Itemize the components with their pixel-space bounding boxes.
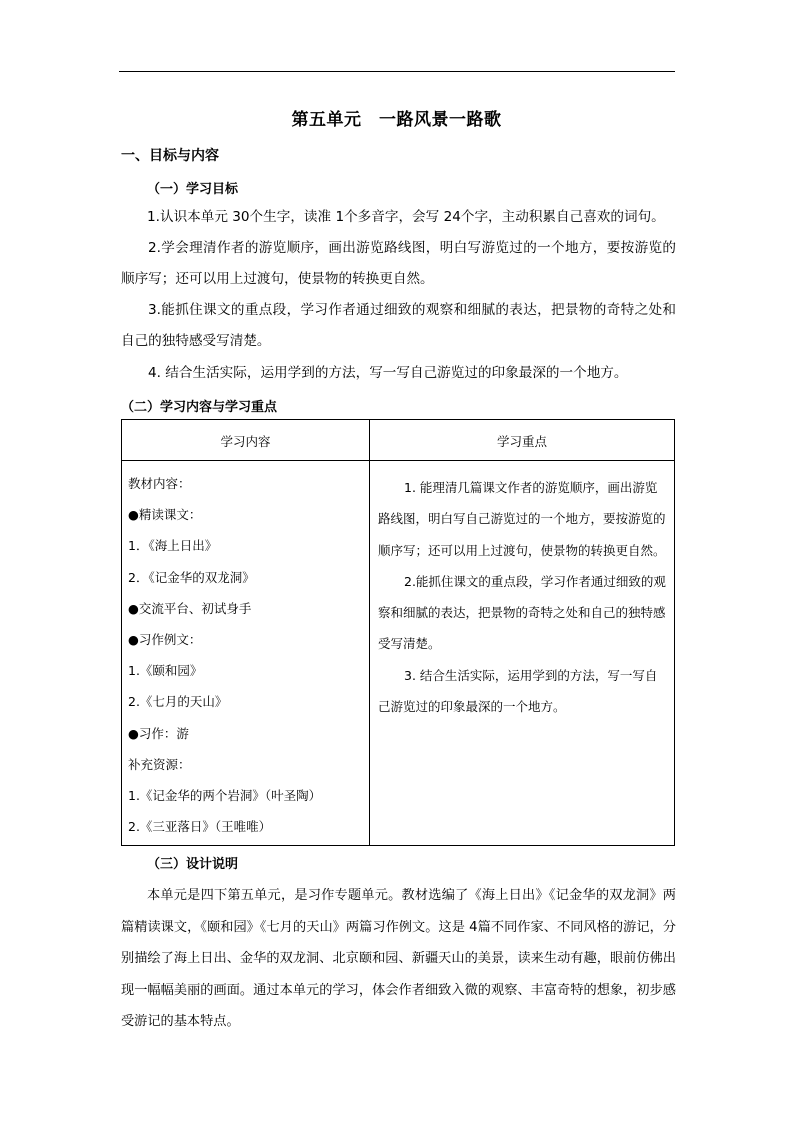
list-item: 1.《颐和园》 <box>128 663 203 679</box>
list-item: 2.《七月的天山》 <box>128 694 228 710</box>
design-notes-paragraph: 本单元是四下第五单元，是习作专题单元。教材选编了《海上日出》《记金华的双龙洞》两篇精读课文，《颐和园》《七月的天山》两篇习作例文。这是 4篇不同作家、不同风格的游记，分别描绘了海上日出、金华的双龙洞、北京颐和园、新疆天山的美景，读来生动有趣，眼前仿佛出现一幅幅美丽的画面。通过本单元的学习，体会作者细致入微的观察、丰富奇特的想象，初步感受游记的基本特点。 <box>121 888 676 1030</box>
table-header-content: 学习内容 <box>220 434 271 449</box>
subheading-content-and-focus: （二）学习内容与学习重点 <box>121 400 278 415</box>
focus-paragraph-3: 3. 结合生活实际，运用学到的方法，写一写自己游览过的印象最深的一个地方。 <box>378 667 658 715</box>
goal-3: 3.能抓住课文的重点段，学习作者通过细致的观察和细腻的表达，把景物的奇特之处和自己的独特感受写清楚。 <box>121 302 676 349</box>
section-heading-goals-content: 一、目标与内容 <box>121 148 219 164</box>
list-item: ●交流平台、初试身手 <box>128 600 252 616</box>
goal-1: 1.认识本单元 30个生字，读准 1个多音字，会写 24个字，主动积累自己喜欢的词句。 <box>147 209 665 225</box>
list-item: 2．《记金华的双龙洞》 <box>128 569 255 585</box>
list-item: 1．《海上日出》 <box>128 538 218 554</box>
table-column-divider <box>369 420 370 845</box>
page-title: 第五单元 一路风景一路歌 <box>291 110 502 130</box>
list-item: ●习作：游 <box>128 725 189 741</box>
subheading-design-notes: （三）设计说明 <box>147 857 239 872</box>
learning-content-cell <box>128 474 364 848</box>
list-item: ●精读课文： <box>128 507 202 523</box>
learning-focus-cell <box>378 472 668 722</box>
list-item: 教材内容： <box>128 476 191 491</box>
focus-paragraph-2: 2.能抓住课文的重点段，学习作者通过细致的观察和细腻的表达，把景物的奇特之处和自己的独特感受写清楚。 <box>378 573 666 652</box>
content-focus-table <box>121 419 675 846</box>
list-item: 补充资源： <box>128 756 191 772</box>
table-header-focus: 学习重点 <box>496 434 547 449</box>
goal-4: 4. 结合生活实际，运用学到的方法，写一写自己游览过的印象最深的一个地方。 <box>148 365 628 381</box>
list-item: 1.《记金华的两个岩洞》（叶圣陶） <box>128 787 322 803</box>
subheading-learning-goals: （一）学习目标 <box>147 182 239 197</box>
list-item: 2.《三亚落日》（王唯唯） <box>128 819 272 835</box>
header-rule <box>119 71 675 72</box>
focus-paragraph-1: 1. 能理清几篇课文作者的游览顺序，画出游览路线图，明白写自己游览过的一个地方，要按游览的顺序写；还可以用上过渡句，使景物的转换更自然。 <box>378 480 666 558</box>
goal-2: 2.学会理清作者的游览顺序，画出游览路线图，明白写游览过的一个地方，要按游览的顺序写；还可以用上过渡句，使景物的转换更自然。 <box>121 240 676 287</box>
table-header-divider <box>122 460 674 461</box>
list-item: ●习作例文： <box>128 631 202 647</box>
